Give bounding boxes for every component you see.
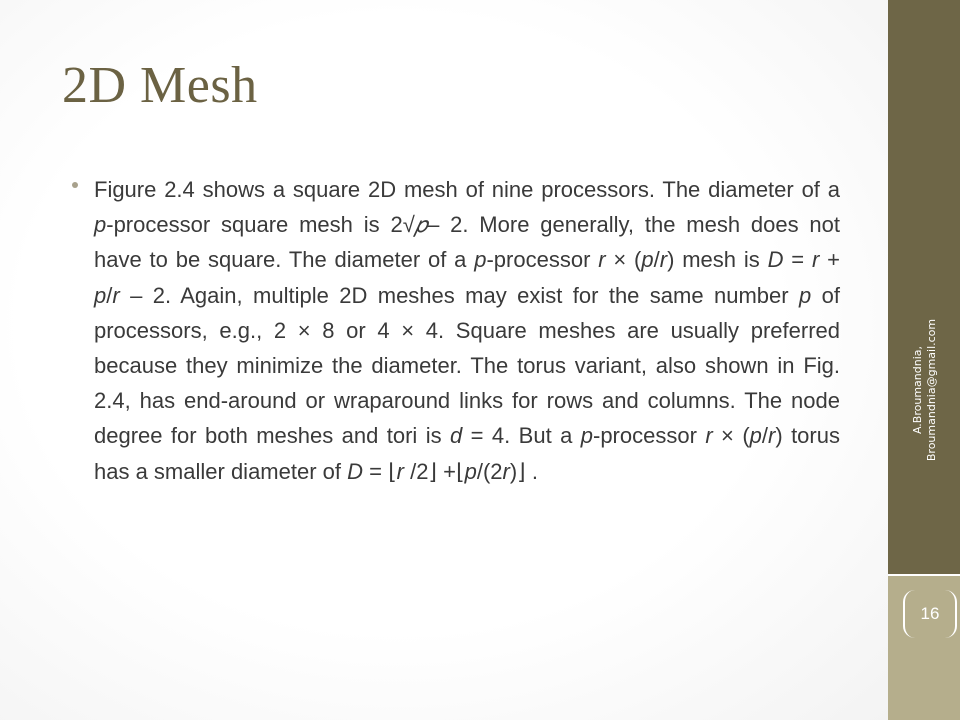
math-var: p [94,212,107,238]
text-run: × ( [605,247,642,273]
text-run: / [761,423,769,449]
page-number-label: 16 [920,604,940,623]
math-var: r [396,458,404,484]
text-run: = ⌊ [363,458,397,484]
math-sqrt: √𝑝 [402,212,428,238]
math-var: D [347,458,363,484]
text-run: -processor square mesh is 2 [106,212,403,238]
text-run: + [819,247,840,273]
text-run: / [106,282,113,308]
math-var: p [464,458,477,484]
text-run: / [653,247,660,273]
text-run: /2⌋ +⌊ [403,458,465,484]
text-run: /(2 [476,458,503,484]
math-var: r [659,247,668,273]
math-var: p [641,247,654,273]
text-run: – 2. Again, multiple 2D meshes may exist for the same number [119,282,799,308]
text-run: of processors, e.g., 2 × 8 or 4 × 4. Square meshes are usually preferred because they minimize the diameter. The torus variant, also shown in Fig. 2.4, has end-around or wraparound links for rows and columns. The node degree for both meshes and tori is [94,282,840,449]
math-var: p [94,282,107,308]
text-run: -processor [593,423,706,449]
math-var: p [799,282,812,308]
math-var: r [768,423,776,449]
bullet-icon [72,182,78,188]
footer-author-email: Broumandnia@gmail.com [925,318,938,462]
math-var: r [112,282,120,308]
page-number [903,590,957,638]
text-run: )⌋ . [509,458,538,484]
math-var: p [749,423,762,449]
text-run: ) torus has a smaller diameter of [94,423,840,484]
math-var: D [767,247,784,273]
math-var: r [811,247,820,273]
slide-title: 2D Mesh [62,57,258,114]
math-var: d [450,423,463,449]
math-var: p [580,423,593,449]
text-run: × ( [712,423,750,449]
math-var: r [705,423,713,449]
slide-body [72,172,840,489]
math-var: r [502,458,510,484]
text-run: = [783,247,812,273]
text-run: ) mesh is [667,247,768,273]
math-var: p [474,247,487,273]
math-var: r [598,247,606,273]
bullet-paragraph [94,172,840,489]
footer-author [860,260,960,520]
text-run: = 4. But a [462,423,581,449]
footer-author-name: A.Broumandnia, [911,345,924,435]
text-run: -processor [486,247,599,273]
text-run: Figure 2.4 shows a square 2D mesh of nine processors. The diameter of a [94,177,840,202]
text-run: – 2. More generally, the mesh does not have to be square. The diameter of a [94,212,841,273]
